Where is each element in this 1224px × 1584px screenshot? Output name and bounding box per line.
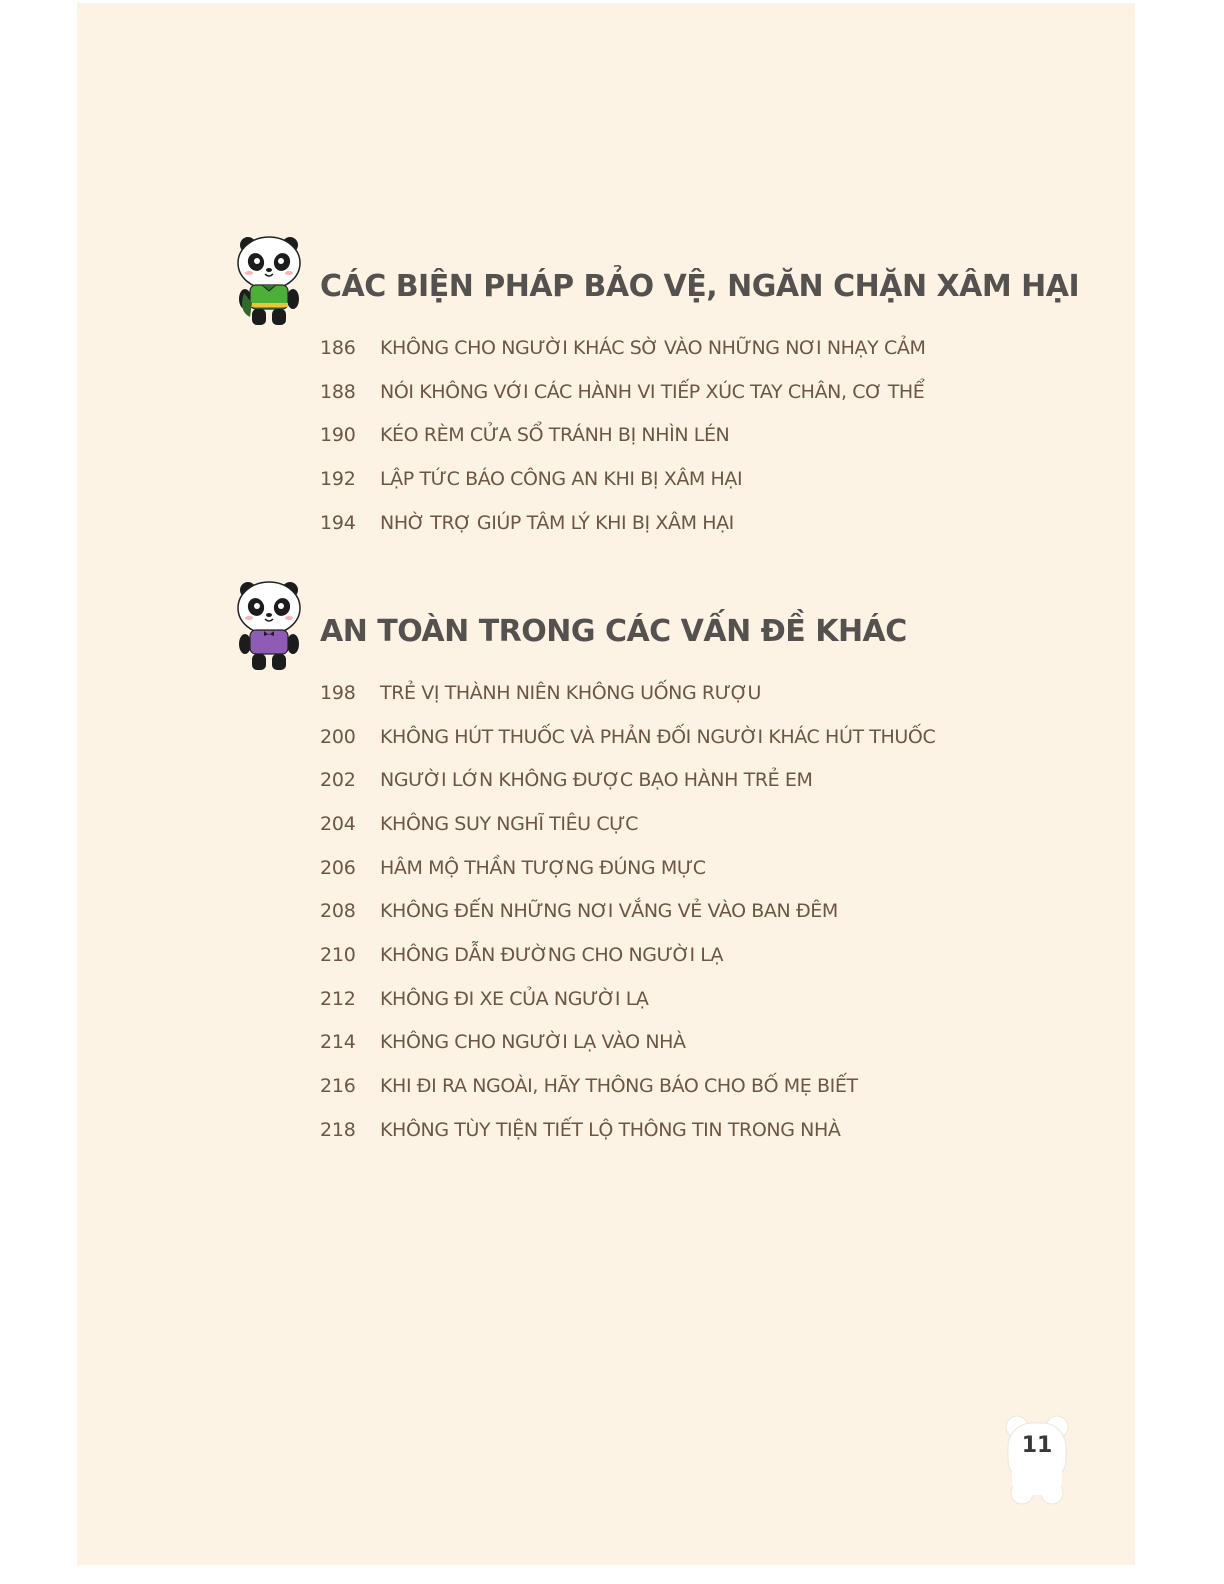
entry-title: KHÔNG CHO NGƯỜI LẠ VÀO NHÀ [380,1031,686,1054]
toc-entry[interactable] [320,1064,935,1108]
entry-page-number: 216 [320,1075,356,1098]
entry-page-number: 210 [320,943,356,966]
entry-title: KHÔNG CHO NGƯỜI KHÁC SỜ VÀO NHỮNG NƠI NHẠY CẢM [380,336,926,359]
entry-title: NHỜ TRỢ GIÚP TÂM LÝ KHI BỊ XÂM HẠI [380,511,734,534]
toc-entry[interactable] [320,933,935,977]
toc-entry-list [320,671,935,1152]
entry-page-number: 190 [320,424,356,447]
entry-page-number: 208 [320,900,356,923]
toc-entry[interactable] [320,715,935,759]
entry-title: TRẺ VỊ THÀNH NIÊN KHÔNG UỐNG RƯỢU [380,681,762,704]
toc-entry[interactable] [320,1108,935,1152]
entry-title: KHÔNG HÚT THUỐC VÀ PHẢN ĐỐI NGƯỜI KHÁC HÚT THUỐC [380,725,936,748]
page-number-badge [1004,1415,1070,1505]
toc-entry[interactable] [320,1021,935,1065]
toc-entry[interactable] [320,457,925,501]
entry-page-number: 202 [320,769,356,792]
entry-page-number: 212 [320,987,356,1010]
entry-title: KHI ĐI RA NGOÀI, HÃY THÔNG BÁO CHO BỐ MẸ BIẾT [380,1075,858,1098]
toc-entry[interactable] [320,413,925,457]
entry-page-number: 198 [320,681,356,704]
panda-purple-shirt-icon [234,578,304,674]
section-title: AN TOÀN TRONG CÁC VẤN ĐỀ KHÁC [320,614,907,649]
toc-entry-list [320,326,925,544]
panda-green-shirt-icon [234,233,304,329]
section-title: CÁC BIỆN PHÁP BẢO VỆ, NGĂN CHẶN XÂM HẠI [320,269,1080,304]
toc-entry[interactable] [320,758,935,802]
entry-page-number: 194 [320,511,356,534]
toc-entry[interactable] [320,802,935,846]
bear-shape-icon [1004,1415,1070,1505]
entry-page-number: 186 [320,336,356,359]
entry-title: NÓI KHÔNG VỚI CÁC HÀNH VI TIẾP XÚC TAY CHÂN, CƠ THỂ [380,380,925,403]
toc-entry[interactable] [320,846,935,890]
entry-title: NGƯỜI LỚN KHÔNG ĐƯỢC BẠO HÀNH TRẺ EM [380,769,813,792]
toc-entry[interactable] [320,977,935,1021]
entry-title: KHÔNG TÙY TIỆN TIẾT LỘ THÔNG TIN TRONG NHÀ [380,1118,841,1141]
book-page [77,3,1135,1565]
toc-entry[interactable] [320,671,935,715]
toc-entry[interactable] [320,370,925,414]
entry-page-number: 200 [320,725,356,748]
entry-page-number: 204 [320,812,356,835]
page-number: 11 [1021,1433,1053,1458]
toc-entry[interactable] [320,326,925,370]
entry-title: KHÔNG DẪN ĐƯỜNG CHO NGƯỜI LẠ [380,943,724,966]
entry-title: LẬP TỨC BÁO CÔNG AN KHI BỊ XÂM HẠI [380,467,743,490]
entry-page-number: 214 [320,1031,356,1054]
entry-title: KÉO RÈM CỬA SỔ TRÁNH BỊ NHÌN LÉN [380,424,730,447]
toc-entry[interactable] [320,889,935,933]
entry-page-number: 188 [320,380,356,403]
toc-entry[interactable] [320,501,925,545]
entry-page-number: 192 [320,467,356,490]
entry-title: HÂM MỘ THẦN TƯỢNG ĐÚNG MỰC [380,856,706,879]
entry-title: KHÔNG ĐẾN NHỮNG NƠI VẮNG VẺ VÀO BAN ĐÊM [380,900,838,923]
entry-title: KHÔNG ĐI XE CỦA NGƯỜI LẠ [380,987,649,1010]
entry-page-number: 218 [320,1118,356,1141]
entry-page-number: 206 [320,856,356,879]
entry-title: KHÔNG SUY NGHĨ TIÊU CỰC [380,812,638,835]
